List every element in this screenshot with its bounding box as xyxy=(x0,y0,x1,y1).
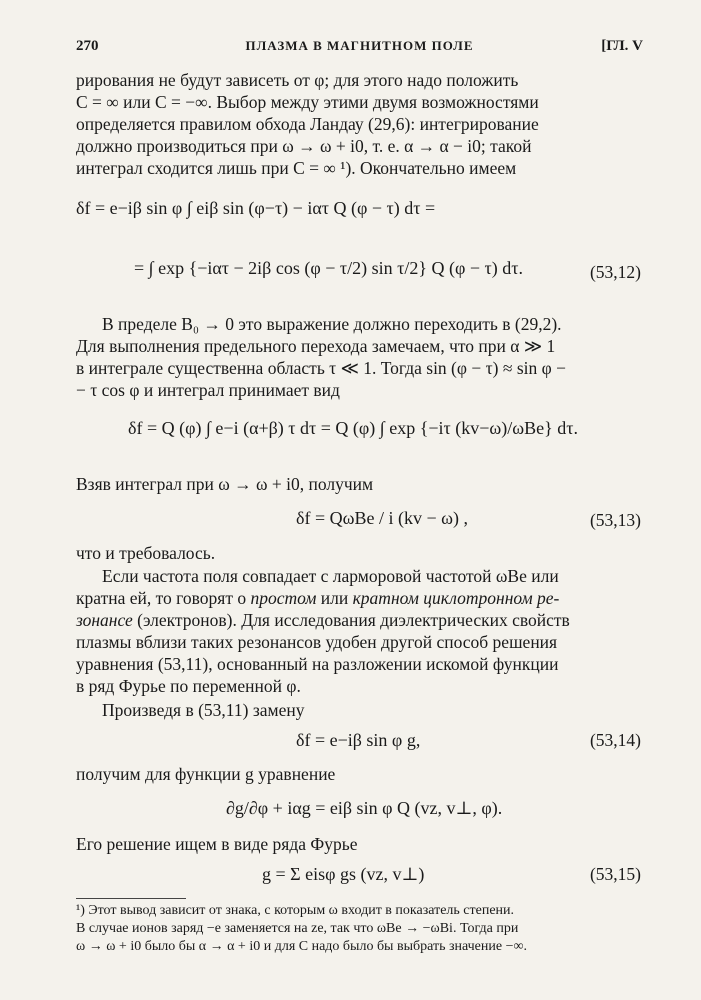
text-line: уравнения (53,11), основанный на разложении искомой функции xyxy=(76,654,559,674)
footnote-rule xyxy=(76,898,186,899)
equation-g: ∂g/∂φ + iαg = eiβ sin φ Q (vz, v⊥, φ). xyxy=(226,798,503,818)
text-line: C = ∞ или C = −∞. Выбор между этими двумя возможностями xyxy=(76,92,539,112)
text-line xyxy=(76,588,641,610)
text-line: в ряд Фурье по переменной φ. xyxy=(76,676,301,696)
page-number: 270 xyxy=(76,38,99,54)
equation-number: (53,13) xyxy=(589,510,641,530)
text-line: что и требовалось. xyxy=(76,543,216,563)
text-line: интеграл сходится лишь при C = ∞ ¹). Окончательно имеем xyxy=(76,158,517,178)
equation-limit: δf = Q (φ) ∫ e−i (α+β) τ dτ = Q (φ) ∫ exp {−iτ (kv−ω)/ωBe} dτ. xyxy=(128,418,578,438)
equation-number: (53,12) xyxy=(589,262,641,282)
text-line xyxy=(76,610,641,632)
emphasis-term: кратном циклотронном ре- xyxy=(352,588,560,608)
text-line: Взяв интеграл при ω → ω + i0, получим xyxy=(76,474,374,494)
text-line: Его решение ищем в виде ряда Фурье xyxy=(76,834,358,854)
emphasis-term: зонансе xyxy=(76,610,133,630)
footnote-line: ¹) Этот вывод зависит от знака, с которым ω входит в показатель степени. xyxy=(76,903,515,918)
footnote-line: В случае ионов заряд −e заменяется на ze, так что ωBe → −ωBi. Тогда при xyxy=(76,921,519,936)
text-line: в интеграле существенна область τ ≪ 1. Тогда sin (φ − τ) ≈ sin φ − xyxy=(76,358,566,378)
text-line: плазмы вблизи таких резонансов удобен другой способ решения xyxy=(76,632,558,652)
text-line: получим для функции g уравнение xyxy=(76,764,336,784)
running-header xyxy=(76,38,643,60)
footnote xyxy=(76,902,641,956)
text-line: − τ cos φ и интеграл принимает вид xyxy=(76,380,340,400)
equation-number: (53,14) xyxy=(589,730,641,750)
equation-53-14: δf = e−iβ sin φ g, xyxy=(296,730,421,750)
equation-number: (53,15) xyxy=(589,864,641,884)
equation-53-13: δf = QωBe / i (kv − ω) , xyxy=(296,508,468,528)
text-line: должно производиться при ω → ω + i0, т. е. α → α − i0; такой xyxy=(76,136,532,156)
text-line: Если частота поля совпадает с ларморовой частотой ωBe или xyxy=(102,566,559,586)
text-line: Для выполнения предельного перехода замечаем, что при α ≫ 1 xyxy=(76,336,556,356)
text-span: (электронов). Для исследования диэлектрических свойств xyxy=(132,610,570,630)
chapter-label: [ГЛ. V xyxy=(601,38,643,54)
text-line: В пределе B₀ → 0 это выражение должно переходить в (29,2). xyxy=(102,314,562,334)
text-line: рирования не будут зависеть от φ; для этого надо положить xyxy=(76,70,519,90)
text-line: Произведя в (53,11) замену xyxy=(102,700,305,720)
equation-53-15: g = Σ eisφ gs (vz, v⊥) xyxy=(262,864,425,884)
emphasis-term: простом xyxy=(250,588,317,608)
text-span: кратна ей, то говорят о xyxy=(76,588,251,608)
text-span: или xyxy=(316,588,353,608)
equation-53-12-line1: δf = e−iβ sin φ ∫ eiβ sin (φ−τ) − iατ Q (φ − τ) dτ = xyxy=(76,198,436,218)
running-title: ПЛАЗМА В МАГНИТНОМ ПОЛЕ xyxy=(245,38,474,53)
text-line: определяется правилом обхода Ландау (29,6): интегрирование xyxy=(76,114,539,134)
equation-53-12-line2: = ∫ exp {−iατ − 2iβ cos (φ − τ/2) sin τ/2} Q (φ − τ) dτ. xyxy=(134,258,523,278)
footnote-line: ω → ω + i0 было бы α → α + i0 и для C надо было бы выбрать значение −∞. xyxy=(76,939,527,954)
